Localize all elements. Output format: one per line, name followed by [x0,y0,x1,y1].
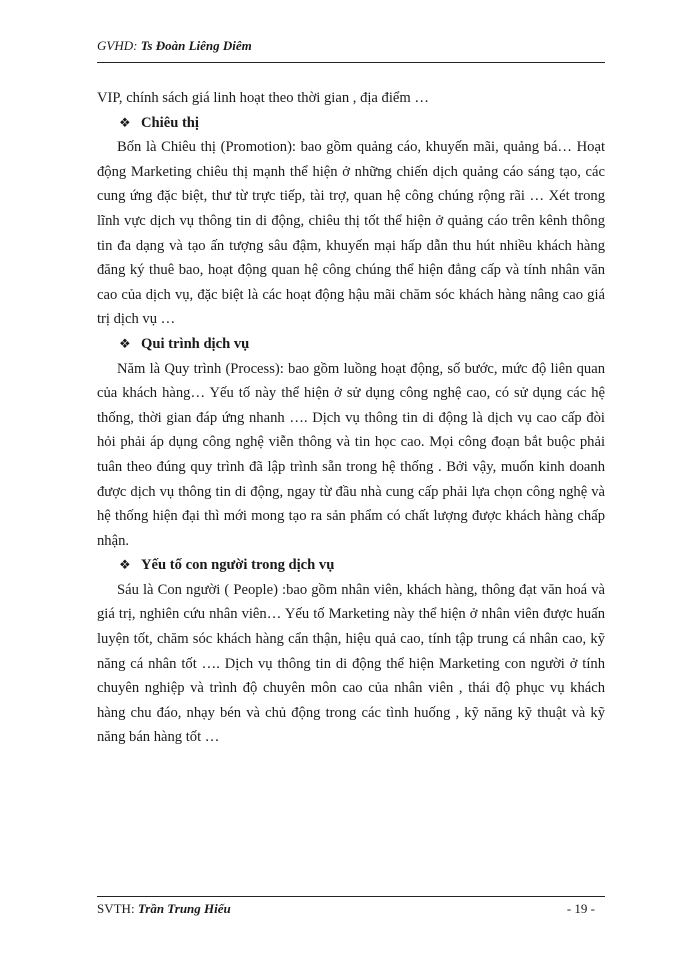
heading-text: Qui trình dịch vụ [141,335,250,352]
section-heading-process [97,332,605,357]
diamond-bullet-icon: ❖ [119,114,131,130]
section-heading-promotion [97,111,605,136]
paragraph-promotion: Bốn là Chiêu thị (Promotion): bao gồm quảng cáo, khuyến mãi, quảng bá… Hoạt động Marketing chiêu thị mạnh thể hiện ở những chiến dịch quảng cáo sáng tạo, các cung ứng đặc biệt, thư từ trực tiếp, tài trợ, quan hệ công chúng rộng rãi … Xét trong lĩnh vực dịch vụ thông tin di động, chiêu thị tốt thể hiện ở quảng cáo trên kênh thông tin đa dạng và tạo ấn tượng sâu đậm, khuyến mại hấp dẫn thu hút nhiều khách hàng đăng ký thuê bao, hoạt động quan hệ công chúng thể hiện đẳng cấp và tính nhân văn cao của dịch vụ, đặc biệt là các hoạt động hậu mãi chăm sóc khách hàng nâng cao giá trị dịch vụ … [97,139,605,328]
advisor-label: GVHD: [97,38,138,53]
page-number: - 19 - [566,901,595,916]
paragraph-0: VIP, chính sách giá linh hoạt theo thời gian , địa điểm … [97,90,429,106]
document-body [97,86,605,750]
diamond-bullet-icon: ❖ [119,335,131,351]
student-name: Trần Trung Hiếu [137,901,231,916]
paragraph-people: Sáu là Con người ( People) :bao gồm nhân viên, khách hàng, thông đạt văn hoá và giá trị, nghiên cứu nhân viên… Yếu tố Marketing này thể hiện ở nhân viên được huấn luyện tốt, chăm sóc khách hàng cẩn thận, hiệu quả cao, tính tập trung cá nhân cao, kỹ năng cá nhân tốt …. Dịch vụ thông tin di động thể hiện Marketing con người ở tính chuyên nghiệp và trình độ chuyên môn cao của nhân viên , thái độ phục vụ khách hàng chu đáo, nhạy bén và chủ động trong các tình huống , kỹ năng kỹ thuật và kỹ năng bán hàng tốt … [97,581,605,746]
paragraph-process: Năm là Quy trình (Process): bao gồm luồng hoạt động, số bước, mức độ liên quan của khách hàng… Yếu tố này thể hiện ở sử dụng công nghệ cao, có sử dụng các hệ thống, thời gian đáp ứng nhanh …. Dịch vụ thông tin di động là dịch vụ cao cấp đòi hỏi phải áp dụng công nghệ viễn thông và tin học cao. Mọi công đoạn bắt buộc phải tuân theo đúng quy trình đã lập trình sẵn trong hệ thống . Bởi vậy, muốn kinh doanh được dịch vụ thông tin di động, ngay từ đầu nhà cung cấp phải lựa chọn công nghệ và hệ thống hiện đại thì mới mong tạo ra sản phẩm có chất lượng được khách hàng chấp nhận. [97,360,605,549]
heading-text: Yếu tố con người trong dịch vụ [141,557,335,574]
student-label: SVTH: [97,901,135,916]
section-heading-people [97,553,605,578]
diamond-bullet-icon: ❖ [119,557,131,573]
heading-text: Chiêu thị [141,114,199,131]
advisor-name: Ts Đoàn Liêng Diêm [140,38,252,53]
page-header [97,38,605,63]
page-footer [97,896,605,921]
